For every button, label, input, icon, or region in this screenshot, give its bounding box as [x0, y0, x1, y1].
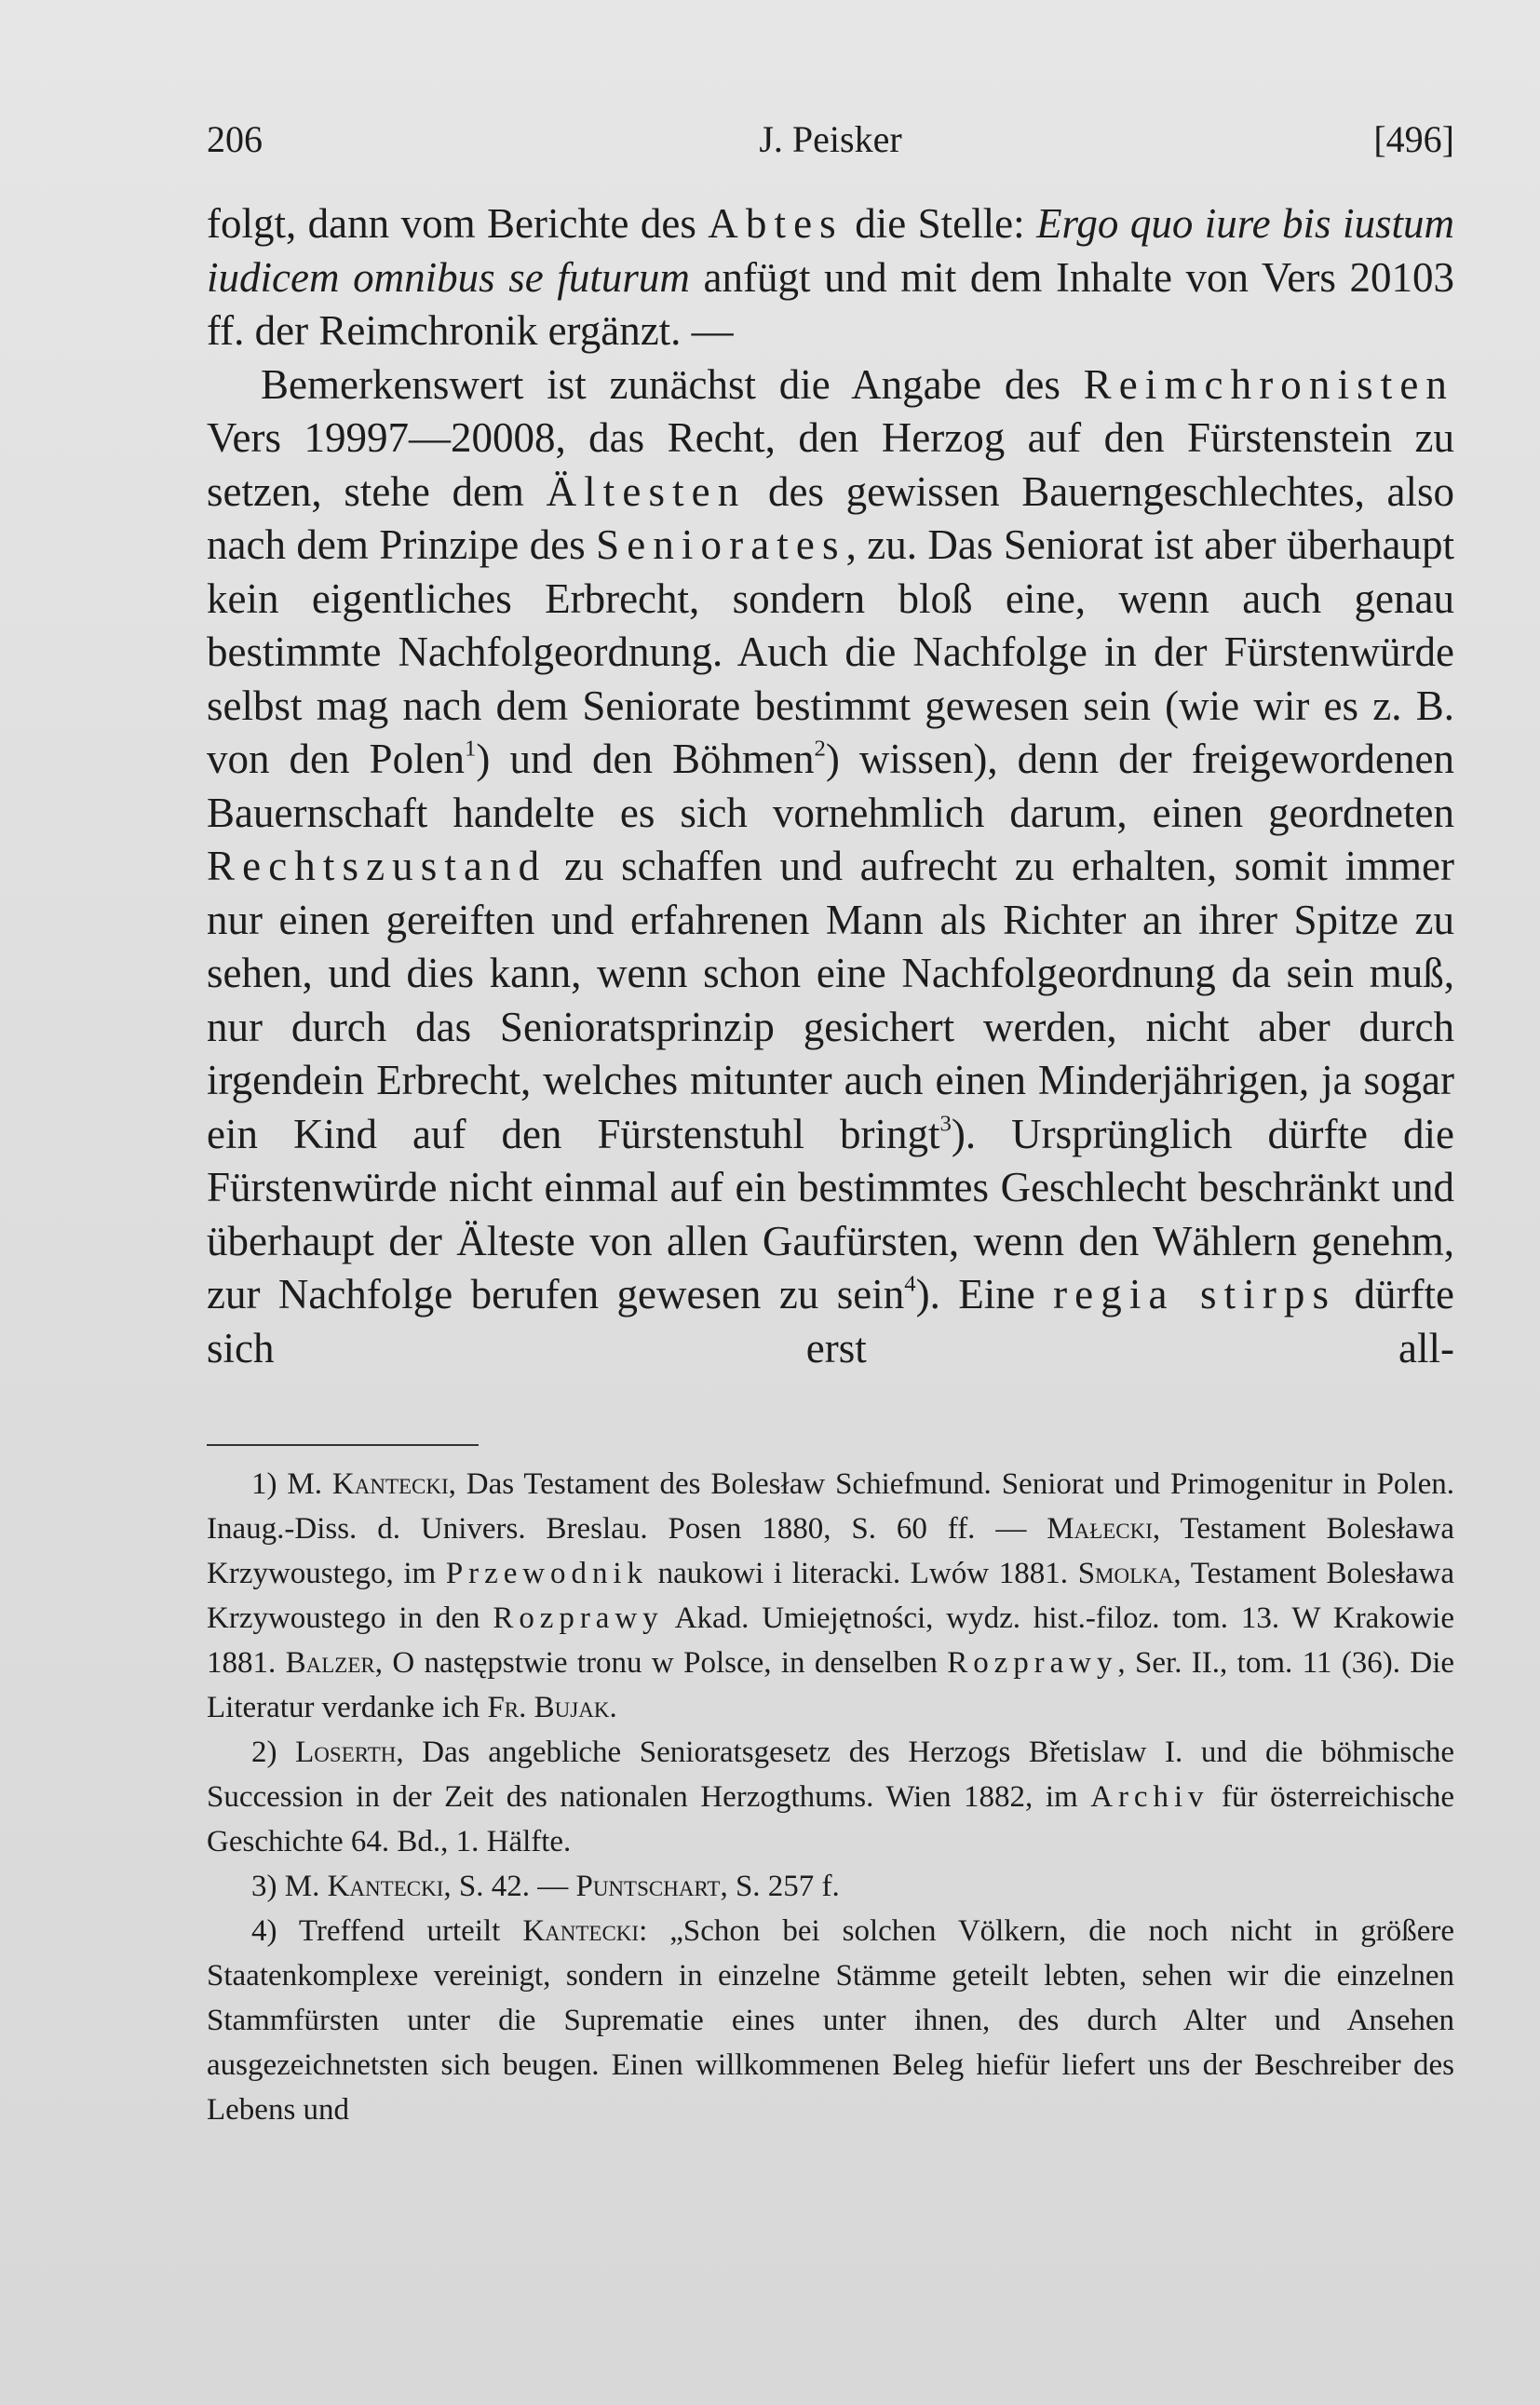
text-run: dürfte sich erst all-	[207, 1271, 1455, 1371]
footnote-ref: 1	[465, 736, 477, 762]
text-run: , O następstwie tronu w Polsce, in denselben	[374, 1646, 948, 1680]
text-run: ) wissen), denn der freigewordenen Bauernschaft handelte es sich vornehmlich darum, einen geordneten	[207, 736, 1454, 836]
text-run: , Testament Bolesława Krzywoustego in den	[207, 1557, 1454, 1635]
footnote-1	[207, 1462, 1454, 1730]
latin-quotation: Ergo quo iure bis iustum iudicem omnibus se futurum	[207, 200, 1454, 301]
text-run: ) und den Böhmen	[476, 736, 815, 782]
footnotes	[207, 1462, 1454, 2132]
spaced-text: Archiv	[1090, 1780, 1209, 1814]
text-run: , Testament Bolesława Krzywoustego, im	[207, 1512, 1454, 1590]
paragraph-1	[207, 197, 1454, 358]
text-run: folgt, dann vom Berichte des	[207, 200, 709, 247]
main-text	[207, 197, 1454, 1375]
text-run: die Stelle:	[843, 200, 1037, 247]
text-run: anfügt und mit dem Inhalte von Vers 20103 ff. der Reimchronik ergänzt. —	[207, 253, 1454, 354]
author-name: Puntschart	[575, 1870, 721, 1903]
author-name: Małecki	[1047, 1512, 1153, 1546]
text-run: für österreichische Geschichte 64. Bd., 1. Hälfte.	[207, 1780, 1454, 1858]
spaced-text: Ältesten	[546, 467, 747, 515]
text-run: des gewissen Bauerngeschlechtes, also nach dem Prinzipe des	[207, 467, 1454, 568]
text-run: Bemerkenswert ist zunächst die Angabe des	[261, 360, 1084, 408]
text-run: Akad. Umiejętności, wydz. hist.-filoz. tom. 13. W Krakowie 1881.	[207, 1601, 1454, 1680]
text-run: , S. 42. —	[443, 1870, 576, 1903]
footnote-2	[207, 1730, 1454, 1864]
spaced-text: Rechtszustand	[207, 843, 547, 889]
author-name: Loserth	[295, 1736, 397, 1769]
text-run: 3) M.	[251, 1870, 328, 1903]
text-run: 4) Treffend urteilt	[251, 1914, 523, 1948]
text-run: 2)	[251, 1736, 296, 1769]
spaced-text: Reimchronisten	[1083, 360, 1454, 408]
text-run: naukowi i literacki. Lwów 1881.	[647, 1557, 1078, 1590]
text-run: , Ser. II., tom. 11 (36). Die Literatur verdanke ich	[207, 1646, 1455, 1724]
text-run: .	[609, 1691, 617, 1724]
text-run: : „Schon bei solchen Völkern, die noch nicht in größere Staatenkomplexe vereinigt, sondern in einzelne Stämme geteilt lebten, sehen wir die einzelnen Stammfürsten unter die Suprematie eines unter ihnen, des durch Alter und Ansehen ausgezeichnetsten sich beugen. Einen willkommenen Beleg hiefür liefert uns der Beschreiber des Lebens und	[207, 1914, 1454, 2127]
footnote-ref: 4	[904, 1271, 916, 1297]
text-run: ). Ursprünglich dürfte die Fürstenwürde nicht einmal auf ein bestimmtes Geschlecht beschränkt und überhaupt der Älteste von allen Gaufürsten, wenn den Wählern genehm, zur Nachfolge berufen gewesen zu sein	[207, 1110, 1454, 1317]
text-run: , S. 257 f.	[720, 1870, 840, 1903]
text-run: , Das angebliche Senioratsgesetz des Herzogs Břetislaw I. und die böhmische Succession in der Zeit des nationalen Herzogthums. Wien 1882, im	[207, 1736, 1454, 1814]
text-run: ). Eine	[915, 1271, 1054, 1317]
footnote-4	[207, 1909, 1454, 2132]
author-name: Fr. Bujak	[487, 1691, 610, 1724]
paragraph-2	[207, 358, 1454, 1376]
text-run: , zu. Das Seniorat ist aber überhaupt kein eigentliches Erbrecht, sondern bloß eine, wenn auch genau bestimmte Nachfolgeordnung. Auch die Nachfolge in der Fürstenwürde selbst mag nach dem Seniorate bestimmt gewesen sein (wie wir es z. B. von den Polen	[207, 521, 1454, 782]
text-run: Vers 19997—20008, das Recht, den Herzog auf den Fürstenstein zu setzen, stehe dem	[207, 414, 1454, 515]
spaced-text: Rozprawy	[947, 1646, 1118, 1680]
footnote-ref: 2	[814, 736, 826, 762]
author-name: Kantecki	[327, 1870, 444, 1903]
spaced-text: Abtes	[708, 200, 844, 247]
author-name: Smolka	[1077, 1557, 1174, 1590]
text-run: , Das Testament des Bolesław Schiefmund. Seniorat und Primogenitur in Polen. Inaug.-Diss. d. Univers. Breslau. Posen 1880, S. 60 ff. —	[207, 1467, 1454, 1546]
author-name: Kantecki	[522, 1914, 640, 1948]
author-name: Kantecki	[331, 1467, 449, 1501]
text-run: 1) M.	[251, 1467, 332, 1501]
author-name: Balzer	[285, 1646, 375, 1680]
footnote-ref: 3	[939, 1110, 952, 1136]
running-title-author: J. Peisker	[759, 118, 902, 160]
spaced-text: Seniorates	[596, 521, 846, 568]
page-number: 206	[207, 118, 263, 160]
spaced-text: Przewodnik	[445, 1557, 648, 1590]
text-run: zu schaffen und aufrecht zu erhalten, somit immer nur einen gereiften und erfahrenen Mann als Richter an ihrer Spitze zu sehen, und dies kann, wenn schon eine Nachfolgeordnung da sein muß, nur durch das Senioratsprinzip gesichert werden, nicht aber durch irgendein Erbrecht, welches mitunter auch einen Minderjährigen, ja sogar ein Kind auf den Fürstenstuhl bringt	[207, 843, 1454, 1157]
running-header	[207, 114, 1454, 166]
footnote-3	[207, 1864, 1454, 1909]
spaced-text: Rozprawy	[493, 1601, 664, 1635]
spaced-text: regia stirps	[1053, 1271, 1337, 1317]
original-page-number: [496]	[1373, 118, 1454, 160]
footnote-separator	[207, 1444, 479, 1446]
